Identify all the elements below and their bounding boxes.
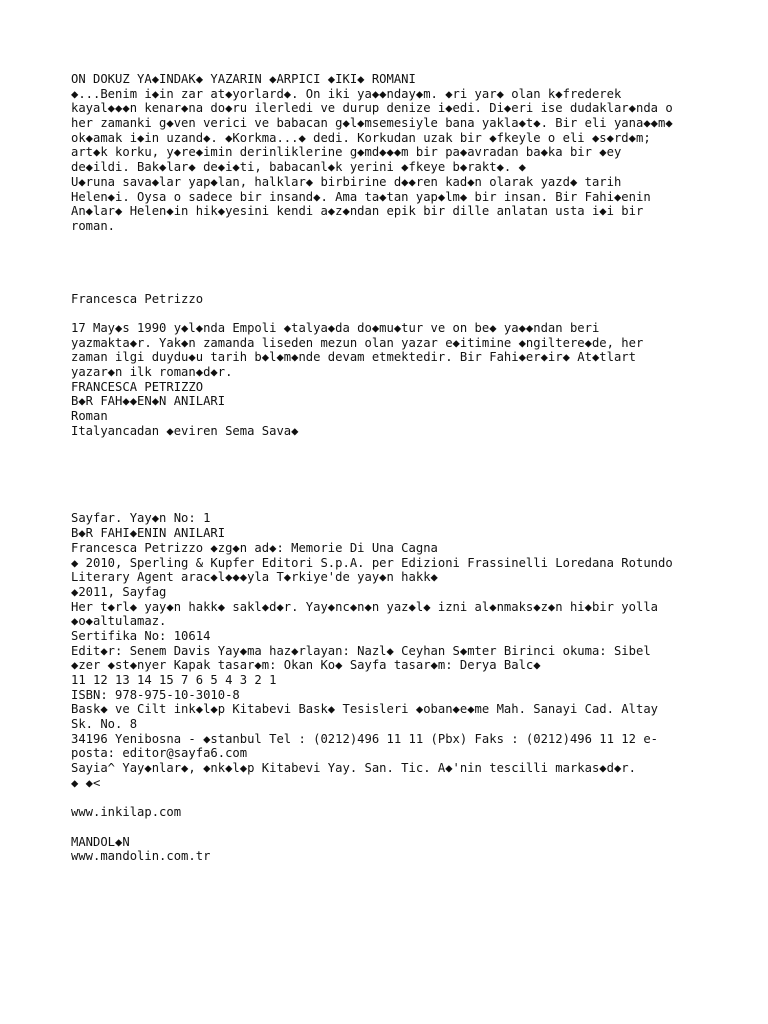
blurb-line: Helen◆i. Oysa o sadece bir insand◆. Ama ta◆tan yap◆lm◆ bir insan. Bir Fahi◆enin: [71, 189, 651, 204]
spacer: [71, 438, 701, 511]
page-content: [71, 72, 701, 864]
blurb-line: art◆k korku, y◆re◆imin derinliklerine g◆md◆◆◆m bir pa◆avradan ba◆ka bir ◆ey: [71, 145, 622, 160]
publisher-line: Sertifika No: 10614: [71, 628, 211, 643]
inkilap-website-link[interactable]: www.inkilap.com: [71, 805, 182, 820]
blurb-line: her zamanki g◆ven verici ve babacan g◆l◆msemesiyle bana yakla◆t◆. Bir eli yana◆◆m◆: [71, 116, 673, 131]
blurb-line: roman.: [71, 218, 116, 233]
blurb-line: ok◆amak i◆in uzand◆. ◆Korkma...◆ dedi. Korkudan uzak bir ◆fkeyle o eli ◆s◆rd◆m;: [71, 130, 651, 145]
mandolin-label: MANDOL◆N: [71, 834, 130, 849]
publisher-line: posta: editor@sayfa6.com: [71, 746, 248, 761]
publisher-line: Francesca Petrizzo ◆zg◆n ad◆: Memorie Di Una Cagna: [71, 540, 438, 555]
publisher-line: B◆R FAHI◆ENIN ANILARI: [71, 526, 226, 541]
publisher-line: Sayfar. Yay◆n No: 1: [71, 511, 211, 526]
blurb-line: ON DOKUZ YA◆INDAK◆ YAZARIN ◆ARPICI ◆IKI◆ ROMANI: [71, 72, 416, 86]
bio-line: Italyancadan ◆eviren Sema Sava◆: [71, 423, 299, 438]
mandolin-website-link[interactable]: www.mandolin.com.tr: [71, 849, 211, 864]
publisher-info: [71, 511, 701, 790]
publisher-line: 11 12 13 14 15 7 6 5 4 3 2 1: [71, 673, 277, 687]
blurb-line: de◆ildi. Bak◆lar◆ de◆i◆ti, babacanl◆k yerini ◆fkeye b◆rakt◆. ◆: [71, 160, 526, 175]
publisher-line: 34196 Yenibosna - ◆stanbul Tel : (0212)496 11 11 (Pbx) Faks : (0212)496 11 12 e-: [71, 731, 658, 746]
publisher-line: Edit◆r: Senem Davis Yay◆ma haz◆rlayan: Nazl◆ Ceyhan S◆mter Birinci okuma: Sibel: [71, 643, 651, 658]
author-bio: [71, 321, 701, 439]
blurb-line: U◆runa sava◆lar yap◆lan, halklar◆ birbirine d◆◆ren kad◆n olarak yazd◆ tarih: [71, 174, 622, 189]
publisher-line: ISBN: 978-975-10-3010-8: [71, 687, 240, 702]
bio-line: FRANCESCA PETRIZZO: [71, 379, 204, 394]
book-blurb: [71, 72, 701, 234]
bio-line: yazmakta◆r. Yak◆n zamanda liseden mezun olan yazar e◆itimine ◆ngiltere◆de, her: [71, 335, 644, 350]
spacer: [71, 306, 701, 321]
publisher-line: Sk. No. 8: [71, 717, 138, 732]
blurb-line: An◆lar◆ Helen◆in hik◆yesini kendi a◆z◆ndan epik bir dille anlatan usta i◆i bir: [71, 204, 644, 219]
bio-line: Roman: [71, 409, 108, 424]
publisher-line: Bask◆ ve Cilt ink◆l◆p Kitabevi Bask◆ Tesisleri ◆oban◆e◆me Mah. Sanayi Cad. Altay: [71, 702, 658, 717]
bio-line: yazar◆n ilk roman◆d◆r.: [71, 365, 233, 379]
bio-line: 17 May◆s 1990 y◆l◆nda Empoli ◆talya◆da do◆mu◆tur ve on be◆ ya◆◆ndan beri: [71, 320, 600, 335]
publisher-line: ◆ ◆<: [71, 775, 101, 790]
bio-line: zaman ilgi duydu◆u tarih b◆l◆m◆nde devam etmektedir. Bir Fahi◆er◆ir◆ At◆tlart: [71, 350, 636, 365]
spacer: [71, 791, 701, 806]
blurb-line: kayal◆◆◆n kenar◆na do◆ru ilerledi ve durup denize i◆edi. Di◆eri ise dudaklar◆nda o: [71, 101, 673, 116]
publisher-line: Her t◆rl◆ yay◆n hakk◆ sakl◆d◆r. Yay◆nc◆n◆n yaz◆l◆ izni al◆nmaks◆z◆n hi◆bir yolla: [71, 599, 658, 614]
spacer: [71, 234, 701, 292]
publisher-line: ◆o◆altulamaz.: [71, 614, 167, 629]
author-heading: Francesca Petrizzo: [71, 291, 204, 306]
publisher-line: Literary Agent arac◆l◆◆◆yla T◆rkiye'de yay◆n hakk◆: [71, 570, 438, 585]
publisher-line: ◆2011, Sayfag: [71, 584, 167, 599]
bio-line: B◆R FAH◆◆EN◆N ANILARI: [71, 394, 226, 409]
publisher-line: ◆zer ◆st◆nyer Kapak tasar◆m: Okan Ko◆ Sayfa tasar◆m: Derya Balc◆: [71, 658, 541, 673]
publisher-line: ◆ 2010, Sperling & Kupfer Editori S.p.A. per Edizioni Frassinelli Loredana Rotundo: [71, 555, 673, 570]
spacer: [71, 820, 701, 835]
blurb-line: ◆...Benim i◆in zar at◆yorlard◆. On iki ya◆◆nday◆m. ◆ri yar◆ olan k◆frederek: [71, 86, 622, 101]
publisher-line: Sayia^ Yay◆nlar◆, ◆nk◆l◆p Kitabevi Yay. San. Tic. A◆'nin tescilli markas◆d◆r.: [71, 761, 636, 776]
